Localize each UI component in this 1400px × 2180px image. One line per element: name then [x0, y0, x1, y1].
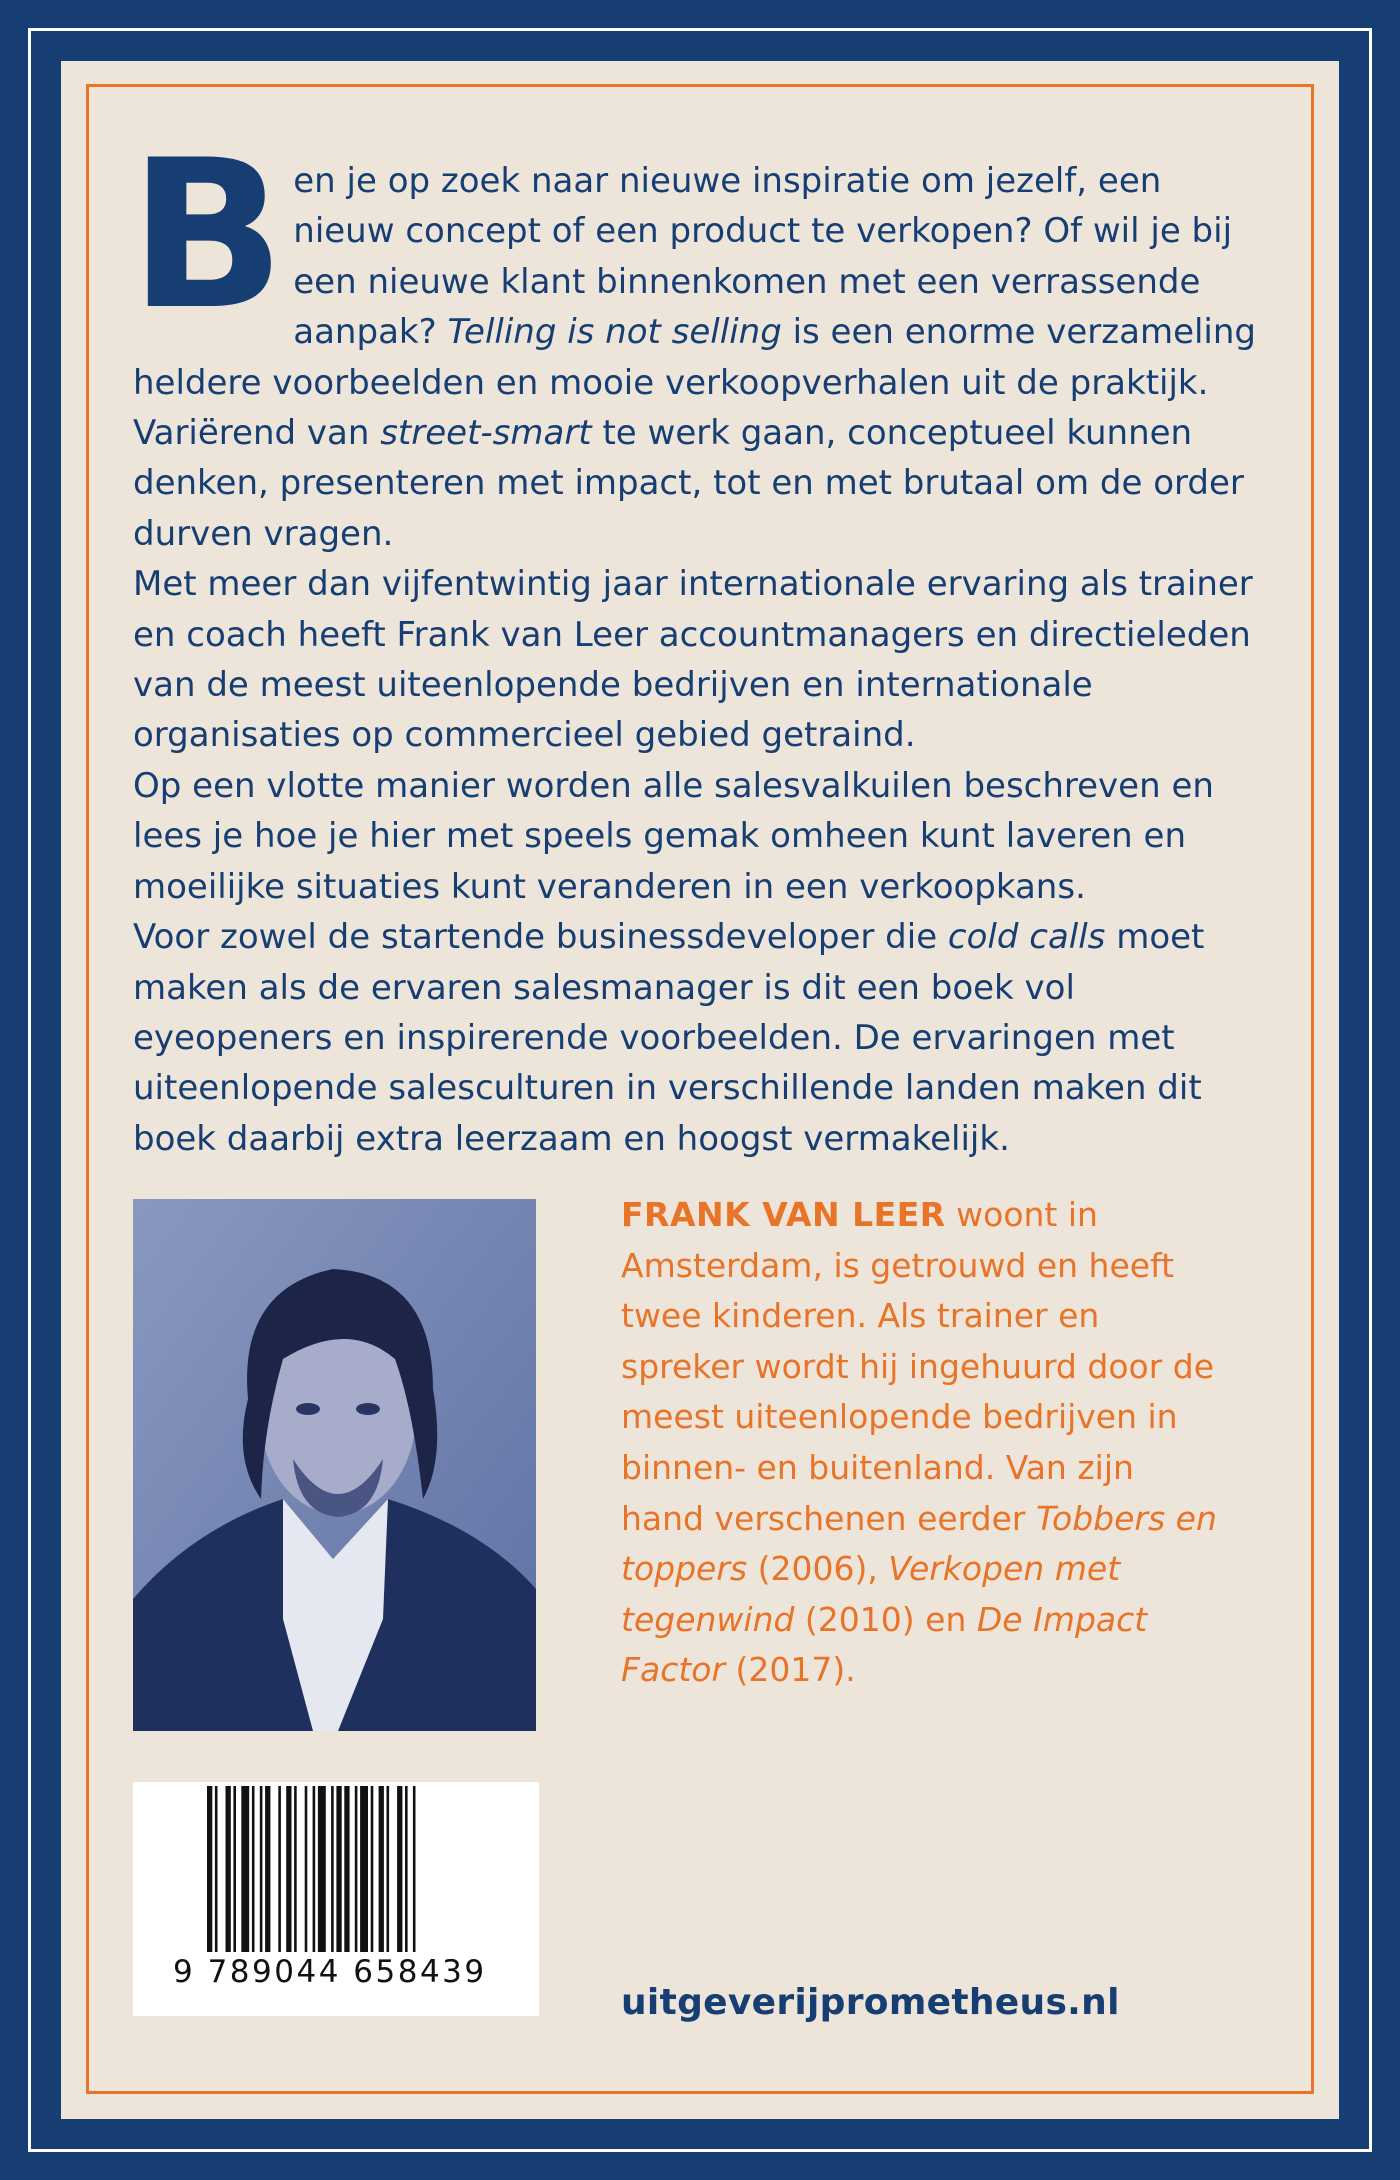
barcode-bar — [313, 1786, 316, 1952]
isbn-barcode — [133, 1782, 539, 2016]
author-name: FRANK VAN LEER — [621, 1195, 946, 1234]
barcode-bar — [397, 1786, 402, 1952]
barcode-bar — [336, 1786, 341, 1952]
barcode-bar — [344, 1786, 349, 1952]
barcode-bar — [207, 1786, 212, 1952]
barcode-bar — [241, 1786, 249, 1952]
earlier-book-3: De Impact Factor — [621, 1599, 1148, 1690]
barcode-bar — [260, 1786, 263, 1952]
author-photo — [133, 1199, 536, 1731]
earlier-book-2: Verkopen met tegenwind — [621, 1549, 1121, 1639]
dropcap-letter: B — [129, 117, 286, 355]
barcode-bar — [413, 1786, 416, 1952]
blurb-paragraph-4: Voor zowel de startende businessdeveloper die cold calls moet maken als de ervaren salesmanager is dit een boek vol eyeopeners en inspirerende voorbeelden. De ervaringen met uiteenlopende salesculturen in verschillende landen maken dit boek daarbij extra leerzaam en hoogst vermakelijk. — [133, 917, 1205, 1159]
barcode-bar — [215, 1786, 218, 1952]
barcode-bar — [226, 1786, 231, 1952]
barcode-bar — [371, 1786, 374, 1952]
barcode-bar — [405, 1786, 408, 1952]
isbn-digits: 9 789044 658439 — [173, 1954, 487, 1990]
barcode-bar — [355, 1786, 358, 1952]
barcode-bar — [387, 1786, 390, 1952]
barcode-bar — [233, 1786, 236, 1952]
barcode-bar — [360, 1786, 368, 1952]
blurb-text — [129, 117, 1273, 1164]
book-title: Telling is not selling — [447, 312, 782, 353]
barcode-bar — [305, 1786, 308, 1952]
barcode-bar — [265, 1786, 270, 1952]
blurb-paragraph-3: Op een vlotte manier worden alle salesvalkuilen beschreven en lees je hoe je hier met speels gemak omheen kunt laveren en moeilijke situaties kunt veranderen in een verkoopkans. — [133, 765, 1214, 907]
barcode-bar — [294, 1786, 297, 1952]
barcode-bar — [252, 1786, 255, 1952]
barcode-bar — [379, 1786, 384, 1952]
author-portrait-image — [133, 1199, 536, 1731]
publisher-url: uitgeverijprometheus.nl — [621, 1982, 1120, 2023]
barcode-bar — [331, 1786, 334, 1952]
barcode-bar — [318, 1786, 326, 1952]
blurb-paragraph-1: Ben je op zoek naar nieuwe inspiratie om jezelf, een nieuw concept of een product te verkopen? Of wil je bij een nieuwe klant binnenkomen met een verrassende aanpak? Telling is not selling is een enorme verzameling heldere voorbeelden en mooie verkoopverhalen uit de praktijk. Variërend van street-smart te werk gaan, conceptueel kunnen denken, presenteren met impact, tot en met brutaal om de order durven vragen. — [129, 117, 1257, 554]
earlier-book-1: Tobbers en toppers — [621, 1498, 1217, 1589]
author-bio: FRANK VAN LEER woont in Amsterdam, is getrouwd en heeft twee kinderen. Als trainer en spreker wordt hij ingehuurd door de meest uiteenlopende bedrijven in binnen- en buitenland. Van zijn hand verschenen eerder Tobbers en toppers (2006), Verkopen met tegenwind (2010) en De Impact Factor (2017). — [621, 1195, 1217, 1690]
barcode-bar — [278, 1786, 281, 1952]
barcode-bar — [286, 1786, 291, 1952]
blurb-paragraph-2: Met meer dan vijfentwintig jaar internationale ervaring als trainer en coach heeft Frank van Leer accountmanagers en directieleden van de meest uiteenlopende bedrijven en internationale organisaties op commercieel gebied getraind. — [133, 564, 1253, 756]
